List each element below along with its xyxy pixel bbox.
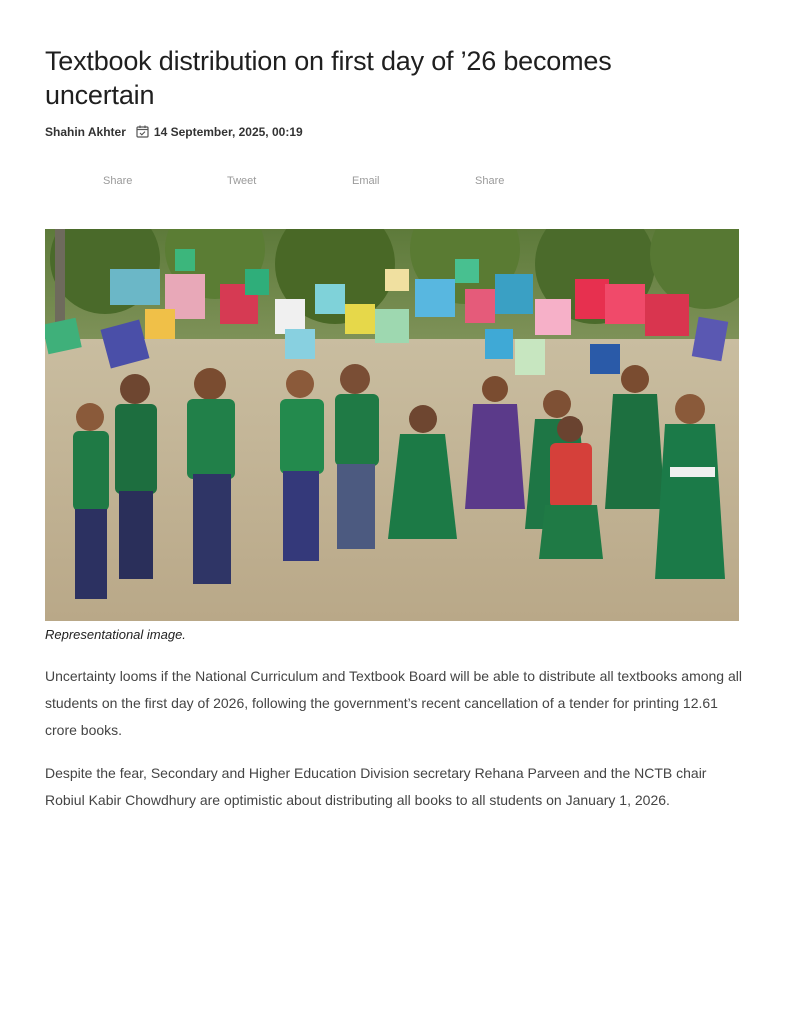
share-button[interactable]: Share bbox=[103, 175, 133, 187]
publish-date: 14 September, 2025, 00:19 bbox=[153, 125, 303, 139]
byline bbox=[45, 125, 303, 139]
article-photo bbox=[45, 229, 739, 621]
paragraph-2: Despite the fear, Secondary and Higher Education Division secretary Rehana Parveen and the NCTB chair Robiul Kabir Chowdhury are optimistic about distributing all books to all students on January 1, 2026. bbox=[45, 765, 707, 808]
share-button-2[interactable]: Share bbox=[475, 175, 505, 187]
calendar-icon bbox=[136, 125, 149, 138]
article-headline: Textbook distribution on first day of ’26 becomes uncertain bbox=[45, 46, 612, 110]
article-body bbox=[45, 663, 745, 830]
author-name[interactable]: Shahin Akhter bbox=[45, 125, 126, 139]
photo-caption: Representational image. bbox=[45, 627, 186, 642]
paragraph-1: Uncertainty looms if the National Curriculum and Textbook Board will be able to distribute all textbooks among all students on the first day of 2026, following the government’s recent cancellation of a tender for printing 12.61 crore books. bbox=[45, 668, 742, 738]
students-with-textbooks-illustration bbox=[45, 229, 739, 621]
tweet-button[interactable]: Tweet bbox=[227, 175, 257, 187]
email-button[interactable]: Email bbox=[352, 175, 380, 187]
